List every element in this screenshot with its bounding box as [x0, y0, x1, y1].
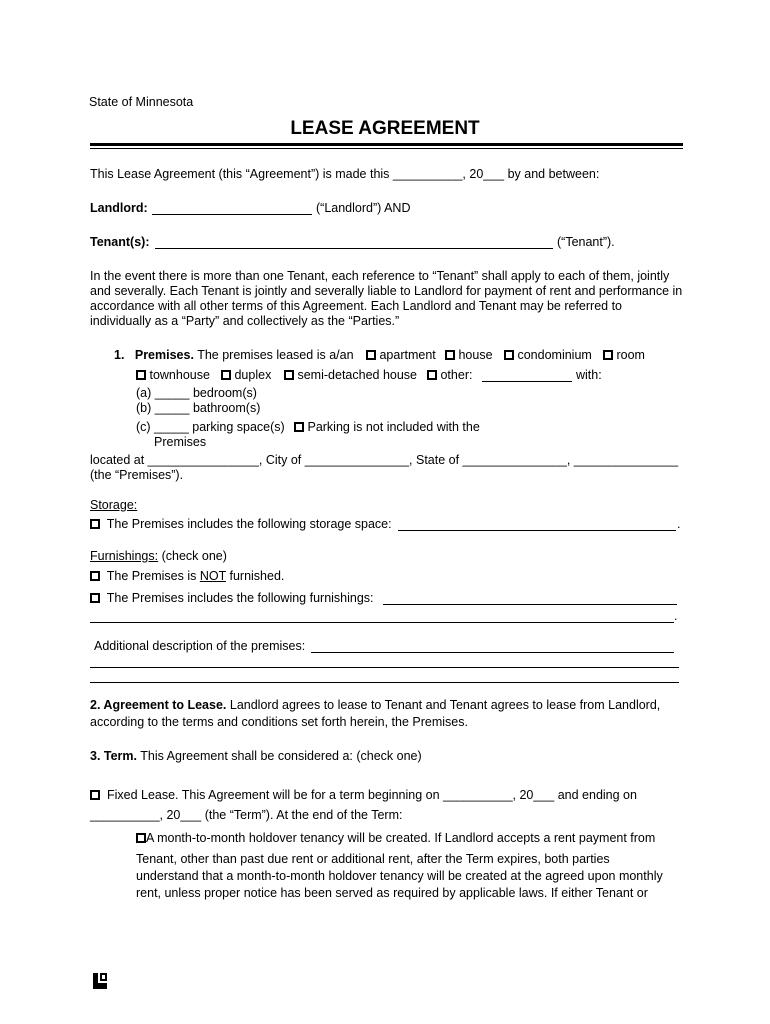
parking-line: (c) _____ parking space(s) — [136, 420, 285, 434]
furnishings-heading: Furnishings: — [90, 549, 159, 563]
agreement-text-1: Landlord agrees to lease to Tenant and Tenant agrees to lease from Landlord, — [229, 698, 661, 712]
agreement-line-1 — [90, 698, 660, 713]
title-rule-thick — [90, 143, 683, 146]
apartment-label: apartment — [379, 348, 436, 362]
type-room — [603, 348, 645, 363]
additional-field-1[interactable] — [311, 652, 674, 653]
apartment-checkbox[interactable] — [366, 350, 376, 360]
bedrooms-line: (a) _____ bedroom(s) — [136, 386, 257, 400]
tenant-suffix: (“Tenant”). — [557, 235, 615, 249]
duplex-checkbox[interactable] — [221, 370, 231, 380]
term-text: This Agreement shall be considered a: (check one) — [140, 749, 422, 763]
duplex-label: duplex — [234, 368, 272, 382]
house-checkbox[interactable] — [445, 350, 455, 360]
premises-number: 1. — [114, 348, 125, 362]
brand-logo-icon — [92, 973, 108, 989]
premises-word: Premises — [154, 435, 207, 449]
parties-paragraph: In the event there is more than one Tenant, each reference to “Tenant” shall apply to each of them, jointly and severally. Each Tenant is jointly and severally liable to Landlord for payment of rent and performance in accordance with all other terms of this Agreement. Each Landlord and Tenant may be referred to individually as a “Party” and collectively as the “Parties.” — [90, 269, 683, 328]
agreement-text-2: according to the terms and conditions set forth herein, the Premises. — [90, 715, 468, 729]
not-furnished-checkbox[interactable] — [90, 571, 100, 581]
furnishings-field-2[interactable] — [90, 622, 674, 623]
room-checkbox[interactable] — [603, 350, 613, 360]
storage-period: . — [677, 517, 681, 531]
month-to-month-text-1: A month-to-month holdover tenancy will be created. If Landlord accepts a rent payment from — [146, 831, 656, 845]
fixed-lease-text-1: Fixed Lease. This Agreement will be for a term beginning on __________, 20___ and ending on — [106, 788, 637, 802]
title-rule-thin — [90, 148, 683, 149]
type-apartment — [366, 348, 436, 363]
condominium-checkbox[interactable] — [504, 350, 514, 360]
parking-not-included-label: Parking is not included with the — [307, 420, 480, 434]
premises-section — [114, 348, 354, 363]
includes-furnishings-checkbox[interactable] — [90, 593, 100, 603]
fixed-lease-item — [90, 788, 637, 803]
term-line — [90, 749, 422, 764]
tenant-label: Tenant(s): — [90, 235, 150, 249]
other-type-field[interactable] — [482, 381, 572, 382]
parking-not-included-checkbox[interactable] — [294, 422, 304, 432]
furnishings-note: (check one) — [161, 549, 227, 563]
type-other — [427, 368, 472, 383]
premises-lead: The premises leased is a/an — [197, 348, 354, 362]
additional-field-3[interactable] — [90, 682, 679, 683]
storage-checkbox[interactable] — [90, 519, 100, 529]
premises-heading: Premises. — [134, 348, 194, 362]
storage-label: The Premises includes the following storage space: — [106, 517, 392, 531]
parking-not-included — [294, 420, 480, 435]
document-title: LEASE AGREEMENT — [290, 118, 480, 139]
furnishings-period: . — [674, 609, 678, 623]
not-furnished-text-c: furnished. — [229, 569, 285, 583]
month-to-month-item — [136, 831, 655, 846]
type-townhouse — [136, 368, 210, 383]
storage-field[interactable] — [398, 530, 676, 531]
type-house — [445, 348, 493, 363]
not-furnished-text-a: The Premises is — [106, 569, 197, 583]
not-furnished-item — [90, 569, 284, 584]
fixed-lease-checkbox[interactable] — [90, 790, 100, 800]
townhouse-checkbox[interactable] — [136, 370, 146, 380]
room-label: room — [616, 348, 645, 362]
type-condominium — [504, 348, 592, 363]
storage-item — [90, 517, 392, 532]
semi-detached-checkbox[interactable] — [284, 370, 294, 380]
townhouse-label: townhouse — [149, 368, 210, 382]
additional-field-2[interactable] — [90, 667, 679, 668]
additional-description-label: Additional description of the premises: — [94, 639, 306, 653]
month-to-month-text-3: understand that a month-to-month holdover tenancy will be created at the agreed upon monthly — [136, 869, 663, 883]
type-semi-detached — [284, 368, 417, 383]
includes-furnishings-label: The Premises includes the following furnishings: — [106, 591, 374, 605]
semi-detached-label: semi-detached house — [297, 368, 418, 382]
state-label: State of Minnesota — [89, 95, 194, 109]
landlord-name-field[interactable] — [152, 214, 312, 215]
not-furnished-text-b: NOT — [199, 569, 226, 583]
term-heading: 3. Term. — [90, 749, 138, 763]
month-to-month-text-4: rent, unless proper notice has been served as required by applicable laws. If either Tenant or — [136, 886, 648, 900]
furnishings-header — [90, 549, 227, 564]
with-label: with: — [576, 368, 602, 382]
month-to-month-text-2: Tenant, other than past due rent or additional rent, after the Term expires, both parties — [136, 852, 610, 866]
other-label: other: — [440, 368, 473, 382]
fixed-lease-text-2: __________, 20___ (the “Term”). At the end of the Term: — [90, 808, 403, 822]
month-to-month-checkbox[interactable] — [136, 833, 146, 843]
other-checkbox[interactable] — [427, 370, 437, 380]
located-at-line: located at ________________, City of _______________, State of _______________, _______________ — [90, 453, 679, 467]
intro-line: This Lease Agreement (this “Agreement”) is made this __________, 20___ by and between: — [90, 167, 600, 181]
storage-heading: Storage: — [90, 498, 138, 512]
type-duplex — [221, 368, 271, 383]
landlord-label: Landlord: — [90, 201, 148, 215]
condominium-label: condominium — [517, 348, 592, 362]
includes-furnishings-item — [90, 591, 374, 606]
agreement-heading: 2. Agreement to Lease. — [90, 698, 227, 712]
bathrooms-line: (b) _____ bathroom(s) — [136, 401, 261, 415]
landlord-suffix: (“Landlord”) AND — [316, 201, 411, 215]
furnishings-field-1[interactable] — [383, 604, 677, 605]
tenant-name-field[interactable] — [155, 248, 553, 249]
house-label: house — [458, 348, 493, 362]
the-premises-label: (the “Premises”). — [90, 468, 184, 482]
